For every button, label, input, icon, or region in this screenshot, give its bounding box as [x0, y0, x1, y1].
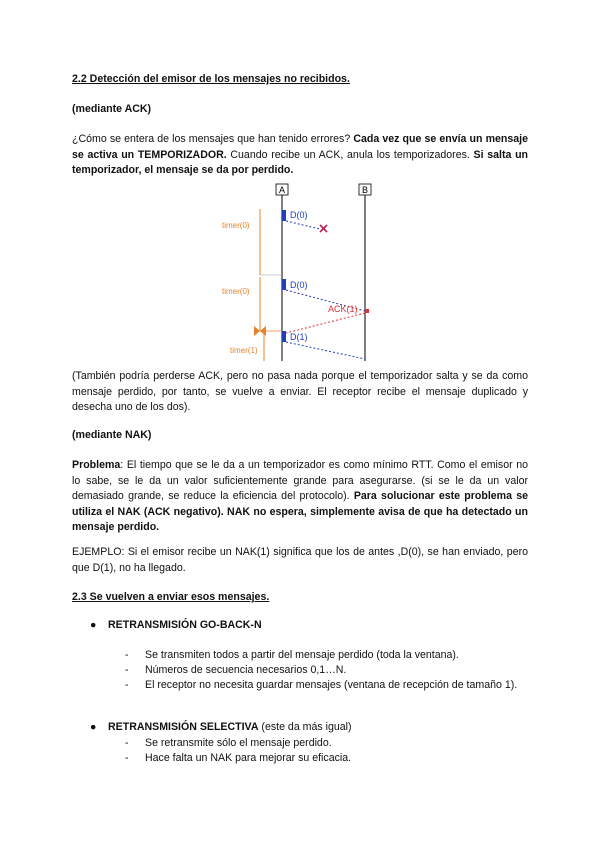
section-heading-2-2: 2.2 Detección del emisor de los mensajes no recibidos.	[72, 73, 350, 85]
column-b-label: B	[361, 185, 369, 195]
dash-icon: -	[125, 649, 129, 661]
list-item-text: Se transmiten todos a partir del mensaje perdido (toda la ventana).	[145, 649, 459, 661]
list-item-text: Números de secuencia necesarios 0,1…N.	[145, 664, 347, 676]
bullet-go-back-n	[90, 618, 530, 633]
send-block-d0-first	[282, 210, 286, 221]
dash-icon: -	[125, 737, 129, 749]
ack-marker	[365, 309, 369, 313]
text-problem-body: : El tiempo que se le da a un temporizador es como mínimo RTT. Como el emisor no lo sabe, se le da un valor suficientemente grande para asegurarse. (si se le da un valor demasiado grande, se reduce la eficiencia del protocolo).	[72, 459, 528, 502]
paragraph-example: EJEMPLO: Si el emisor recibe un NAK(1) significa que los de antes ,D(0), se han enviado, pero que D(1), no ha llegado.	[72, 546, 528, 574]
paragraph-nak-problem	[72, 458, 528, 536]
text-problem-label: Problema	[72, 459, 121, 471]
loss-x-icon	[320, 225, 327, 232]
bullet-go-back-n-title: RETRANSMISIÓN GO-BACK-N	[108, 619, 262, 631]
list-item-text: El receptor no necesita guardar mensajes (ventana de recepción de tamaño 1).	[145, 679, 518, 691]
bullet-selectiva-title: RETRANSMISIÓN SELECTIVA	[108, 721, 259, 733]
bullet-icon: ●	[90, 619, 97, 631]
ack1-line	[286, 313, 365, 333]
section-heading-2-3: 2.3 Se vuelven a enviar esos mensajes.	[72, 591, 270, 603]
label-d0-second: D(0)	[290, 280, 308, 290]
list-item-text: Hace falta un NAK para mejorar su eficacia.	[145, 752, 352, 764]
label-ack1: ACK(1)	[328, 304, 358, 314]
list-item	[127, 736, 527, 751]
text-nak-solution: Para solucionar este problema se utiliza el NAK (ACK negativo). NAK no espera, simplemente avisa de que ha detectado un mensaje perdido.	[72, 490, 529, 533]
label-timer1: timer(1)	[230, 346, 258, 355]
label-timer0-second: timer(0)	[222, 287, 250, 296]
label-d1: D(1)	[290, 332, 308, 342]
dash-icon: -	[125, 679, 129, 691]
label-timer0-first: timer(0)	[222, 221, 250, 230]
dash-icon: -	[125, 664, 129, 676]
list-item	[127, 663, 527, 678]
send-block-d1	[282, 331, 286, 342]
bullet-icon: ●	[90, 721, 97, 733]
list-item-text: Se retransmite sólo el mensaje perdido.	[145, 737, 332, 749]
list-item	[127, 678, 527, 693]
list-item	[127, 648, 527, 663]
lost-message-line	[286, 221, 320, 229]
list-item	[127, 751, 527, 766]
column-a-label: A	[278, 185, 286, 195]
label-d0-first: D(0)	[290, 210, 308, 220]
text-ack-cancels: Cuando recibe un ACK, anula los temporizadores.	[226, 148, 474, 161]
bullet-selectiva	[90, 720, 530, 735]
text-timer-expired: Si salta un temporizador, el mensaje se da por perdido.	[72, 148, 529, 176]
subheading-nak-text: (mediante NAK)	[72, 429, 152, 441]
send-block-d0-second	[282, 279, 286, 290]
subheading-ack: (mediante ACK)	[72, 103, 152, 115]
paragraph-ack-loss: (También podría perderse ACK, pero no pasa nada porque el temporizador salta y se da como mensaje perdido, por tanto, se vuelve a enviar. El receptor recibe el mensaje duplicado y desecha uno de los dos).	[72, 370, 528, 413]
d1-delivery-line	[286, 342, 365, 359]
subheading-nak	[72, 428, 528, 444]
text-question: ¿Cómo se entera de los mensajes que han tenido errores?	[72, 133, 354, 145]
timer-sequence-diagram	[220, 183, 380, 363]
paragraph-ack-intro	[72, 132, 528, 179]
bullet-selectiva-note: (este da más igual)	[258, 721, 352, 733]
text-timer-activation: Cada vez que se envía un mensaje se activa un TEMPORIZADOR.	[72, 133, 528, 161]
dash-icon: -	[125, 752, 129, 764]
